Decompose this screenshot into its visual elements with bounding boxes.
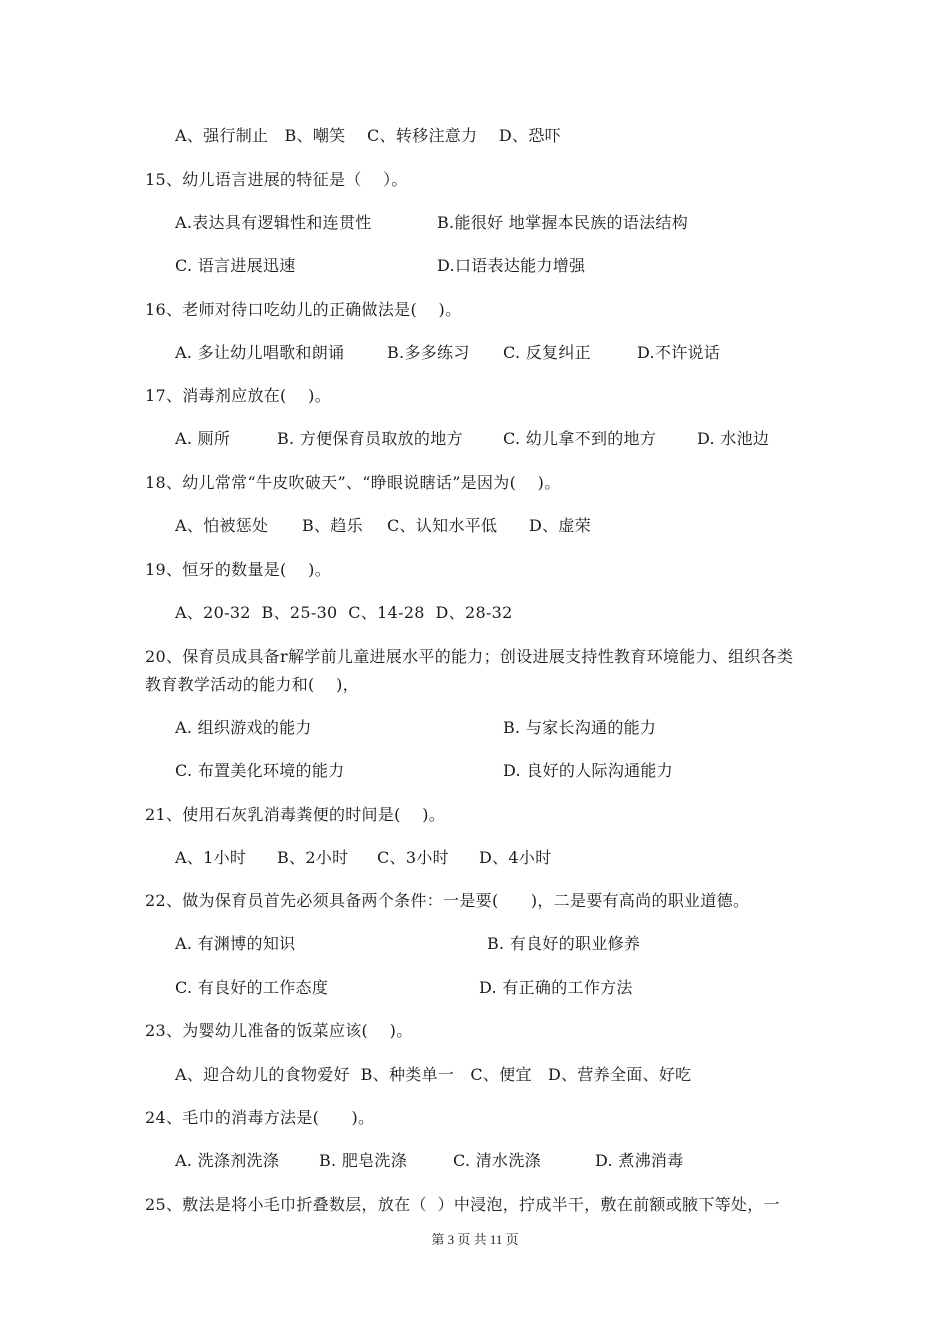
q16-option-c: C. 反复纠正	[503, 343, 591, 362]
q20-option-b: B. 与家长沟通的能力	[503, 718, 657, 737]
q15-question: 15、幼儿语言进展的特征是（ ）。	[145, 170, 408, 189]
q21-question: 21、使用石灰乳消毒粪便的时间是( )。	[145, 805, 446, 824]
q24-option-a: A. 洗涤剂洗涤	[175, 1151, 280, 1170]
q20-option-d: D. 良好的人际沟通能力	[503, 761, 674, 780]
q17-option-d: D. 水池边	[697, 429, 770, 448]
q21-option-c: C、3小时	[377, 848, 449, 867]
q22-option-a: A. 有渊博的知识	[175, 934, 296, 953]
q23-question: 23、为婴幼儿准备的饭菜应该( )。	[145, 1021, 413, 1040]
q18-question: 18、幼儿常常“牛皮吹破天”、“睁眼说瞎话”是因为( )。	[145, 473, 561, 492]
q19-options: A、20-32 B、25-30 C、14-28 D、28-32	[175, 603, 513, 622]
q24-option-c: C. 清水洗涤	[453, 1151, 541, 1170]
q22-option-d: D. 有正确的工作方法	[479, 978, 633, 997]
q15-option-a: A.表达具有逻辑性和连贯性	[175, 213, 372, 232]
q22-option-b: B. 有良好的职业修养	[487, 934, 641, 953]
q21-option-b: B、2小时	[277, 848, 349, 867]
q18-option-d: D、虚荣	[529, 516, 592, 535]
q16-option-b: B.多多练习	[387, 343, 470, 362]
q25-question: 25、敷法是将小毛巾折叠数层，放在（ ）中浸泡，拧成半干，敷在前额或腋下等处，一	[145, 1195, 780, 1214]
q24-option-b: B. 肥皂洗涤	[319, 1151, 408, 1170]
q15-option-b: B.能很好 地掌握本民族的语法结构	[437, 213, 689, 232]
q14-options: A、强行制止 B、嘲笑 C、转移注意力 D、恐吓	[175, 126, 561, 145]
q18-option-c: C、认知水平低	[387, 516, 498, 535]
q24-question: 24、毛巾的消毒方法是( )。	[145, 1108, 375, 1127]
q15-option-d: D.口语表达能力增强	[437, 256, 586, 275]
q15-option-c: C. 语言进展迅速	[175, 256, 296, 275]
page-footer: 第 3 页 共 11 页	[431, 1232, 519, 1247]
q22-question: 22、做为保育员首先必须具备两个条件：一是要( )，二是要有高尚的职业道德。	[145, 891, 750, 910]
q20-question-line1: 20、保育员成具备r解学前儿童进展水平的能力；创设进展支持性教育环境能力、组织各类	[145, 647, 794, 666]
q22-option-c: C. 有良好的工作态度	[175, 978, 329, 997]
q23-options: A、迎合幼儿的食物爱好 B、种类单一 C、便宜 D、营养全面、好吃	[175, 1065, 692, 1084]
q20-option-a: A. 组织游戏的能力	[175, 718, 312, 737]
q19-question: 19、恒牙的数量是( )。	[145, 560, 331, 579]
q21-option-a: A、1小时	[175, 848, 247, 867]
q17-option-b: B. 方便保育员取放的地方	[277, 429, 463, 448]
q18-option-b: B、趋乐	[302, 516, 363, 535]
q17-option-c: C. 幼儿拿不到的地方	[503, 429, 657, 448]
q20-option-c: C. 布置美化环境的能力	[175, 761, 345, 780]
q17-question: 17、消毒剂应放在( )。	[145, 386, 331, 405]
q17-option-a: A. 厕所	[175, 429, 231, 448]
q20-question-line2: 教育教学活动的能力和( )，	[145, 675, 359, 694]
q21-option-d: D、4小时	[479, 848, 552, 867]
q16-question: 16、老师对待口吃幼儿的正确做法是( )。	[145, 300, 462, 319]
q24-option-d: D. 煮沸消毒	[595, 1151, 684, 1170]
q16-option-a: A. 多让幼儿唱歌和朗诵	[175, 343, 345, 362]
q16-option-d: D.不许说话	[637, 343, 721, 362]
q18-option-a: A、怕被惩处	[175, 516, 269, 535]
